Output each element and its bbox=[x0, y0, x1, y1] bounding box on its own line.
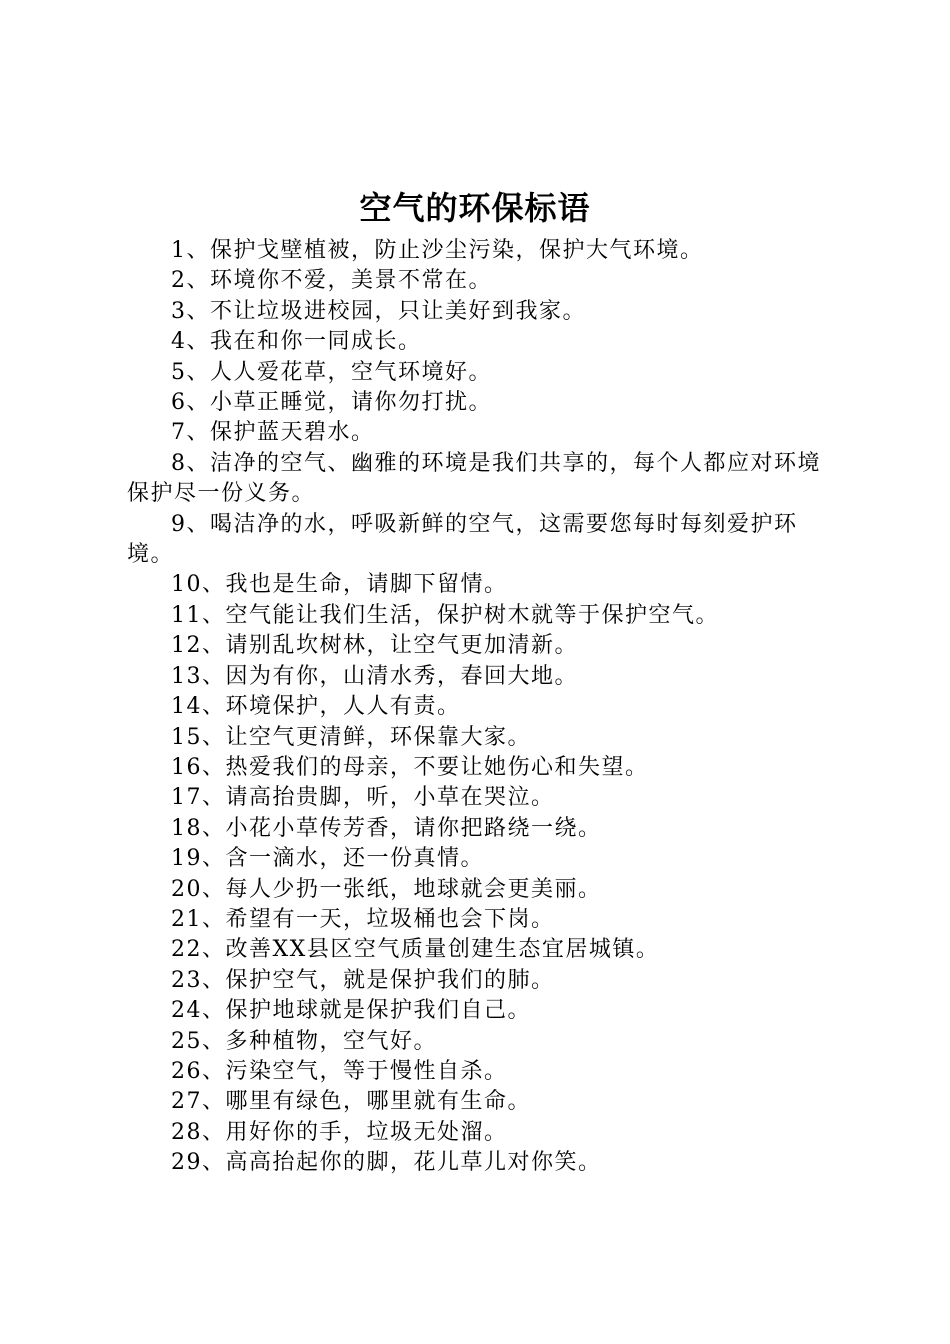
list-item: 20、每人少扔一张纸，地球就会更美丽。 bbox=[171, 876, 602, 902]
list-item: 1、保护戈壁植被，防止沙尘污染，保护大气环境。 bbox=[171, 238, 704, 263]
list-item: 29、高高抬起你的脚，花儿草儿对你笑。 bbox=[171, 1150, 602, 1176]
list-item: 15、让空气更清鲜，环保靠大家。 bbox=[171, 724, 531, 750]
list-item: 5、人人爱花草，空气环境好。 bbox=[171, 359, 492, 385]
list-item: 9、喝洁净的水，呼吸新鲜的空气，这需要您每时每刻爱护环境。 bbox=[127, 511, 798, 568]
list-item: 19、含一滴水，还一份真情。 bbox=[171, 846, 484, 872]
list-item: 22、改善XX县区空气质量创建生态宜居城镇。 bbox=[171, 937, 660, 963]
list-item: 7、保护蓝天碧水。 bbox=[171, 420, 375, 446]
list-item: 13、因为有你，山清水秀，春回大地。 bbox=[171, 663, 578, 689]
list-item: 12、请别乱坎树林，让空气更加清新。 bbox=[171, 633, 578, 659]
list-item: 17、请高抬贵脚，听，小草在哭泣。 bbox=[171, 785, 555, 811]
list-item: 2、环境你不爱，美景不常在。 bbox=[171, 268, 492, 294]
list-item: 4、我在和你一同成长。 bbox=[171, 329, 422, 355]
document-title: 空气的环保标语 bbox=[359, 189, 591, 227]
list-item: 8、洁净的空气、幽雅的环境是我们共享的，每个人都应对环境保护尽一份义务。 bbox=[127, 450, 821, 507]
list-item: 10、我也是生命，请脚下留情。 bbox=[171, 572, 508, 598]
list-item: 3、不让垃圾进校园，只让美好到我家。 bbox=[171, 298, 586, 324]
list-item: 26、污染空气，等于慢性自杀。 bbox=[171, 1058, 508, 1084]
list-item: 14、环境保护，人人有责。 bbox=[171, 694, 461, 720]
list-item: 24、保护地球就是保护我们自己。 bbox=[171, 998, 531, 1024]
list-item: 6、小草正睡觉，请你勿打扰。 bbox=[171, 390, 492, 416]
list-item: 27、哪里有绿色，哪里就有生命。 bbox=[171, 1089, 531, 1115]
list-item: 21、希望有一天，垃圾桶也会下岗。 bbox=[171, 906, 555, 932]
list-item: 16、热爱我们的母亲，不要让她伤心和失望。 bbox=[171, 754, 649, 780]
list-item: 18、小花小草传芳香，请你把路绕一绕。 bbox=[171, 815, 602, 841]
list-item: 23、保护空气，就是保护我们的肺。 bbox=[171, 967, 555, 993]
list-item: 25、多种植物，空气好。 bbox=[171, 1028, 437, 1054]
slogan-list bbox=[127, 236, 833, 1179]
list-item: 28、用好你的手，垃圾无处溜。 bbox=[171, 1119, 508, 1145]
list-item: 11、空气能让我们生活，保护树木就等于保护空气。 bbox=[171, 602, 719, 628]
